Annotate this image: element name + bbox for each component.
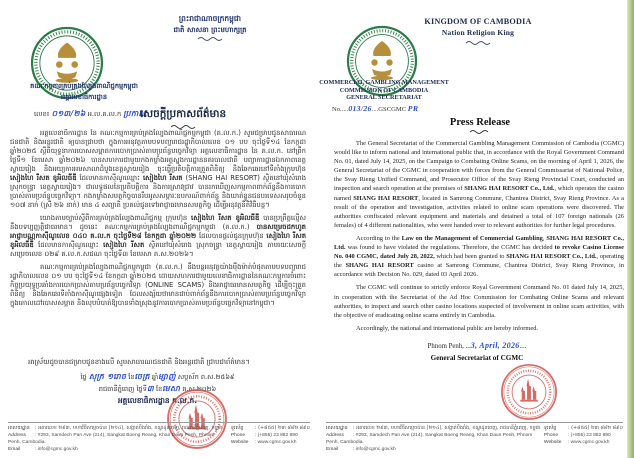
khmer-page bbox=[0, 0, 314, 458]
khmer-kingdom-header bbox=[120, 14, 300, 41]
phone-label: Phone bbox=[230, 433, 246, 438]
paragraph: The General Secretariat of the Commercial Gambling Management Commission of Cambodia (CGMC) would like to inform national and international public that, in accordance with the Royal Government Command No. 01, dated July 14, 2025, on the Campaign to Combating Online Scams, on the morning of April 1, 2026, the General Secretariat of the CGMC in cooperation with forces from the General Commissariat of National Police, the Svay Rieng Unified Command, and Prosecutor Office of the Svay Rieng Provincial Court, conducted an inspection and search operation at the premises of SHANG HAI RESORT Co., Ltd., which operates the casino named SHANG HAI RESORT, located in Samrong Commune, Chantrea District, Svay Rieng Province. As a result of the operation and investigation, activities related to online scam operations were discovered. The authorities confiscated relevant equipment and materials and detained a total of 107 foreign nationals (26 females) of 4 different nationalities, who were handed over to relevant authorities for further legal procedures. bbox=[334, 140, 624, 229]
phone-value: (+855) 23 882 890 bbox=[257, 433, 298, 438]
press-release-title: Press Release bbox=[398, 117, 562, 134]
email-label: Email bbox=[326, 447, 339, 452]
address-kh-value: អគារលេខ ២៩៣, មហាវិថីសម្ដេចប៉ាន (២១៤), សង្កាត់បឹងរាំង, ខណ្ឌដូនពេញ, រាជធានីភ្នំពេញ, កម្ពុជា bbox=[356, 425, 541, 431]
khmer-institution-block bbox=[0, 81, 168, 102]
institution-name-line2: COMMISSION OF CAMBODIA bbox=[339, 86, 429, 94]
email-label: Email bbox=[8, 447, 21, 452]
footer-contact-block: ទូរស័ព្ទ : (+៨៥៥) ២៣ ៨៨២ ៨៩០ Phone : (+855) 23 882 890 Website : www.cgmc.gov.kh bbox=[230, 425, 310, 445]
paragraph: The CGMC will continue to strictly enforce Royal Government Command No. 01 dated July 14, 2025, in cooperation with the Secretariat of the Ad Hoc Commission for Combating Online Scams and relevant authorities, to inspect and search other casino locations suspected of involvement in online scam activities, with the objective of eradicating online scams entirely in Cambodia. bbox=[334, 284, 624, 319]
kingdom-line2: ជាតិ សាសនា ព្រះមហាក្សត្រ bbox=[173, 25, 247, 34]
khmer-press-release-title: សេចក្ដីប្រកាសព័ត៌មាន bbox=[108, 108, 258, 129]
website-value: www.cgmc.gov.kh bbox=[257, 440, 297, 445]
signature-title: General Secretariat of CGMC bbox=[430, 353, 524, 362]
english-doc-number: No.....013/26....GSCGMC PR bbox=[332, 104, 419, 113]
institution-name: គណៈកម្មការគ្រប់គ្រងល្បែងពាណិជ្ជកម្មកម្ពុជា bbox=[30, 82, 138, 90]
squiggle-divider-icon bbox=[469, 129, 491, 134]
paragraph: អគ្គលេខាធិការដ្ឋាន នៃ គណៈកម្មការគ្រប់គ្រងល្បែងពាណិជ្ជកម្មកម្ពុជា (គ.ល.ក.) សូមជម្រាបជូនសាធារណជនជាតិ និងអន្តរជាតិ ឲ្យបានជ្រាបថា ក្នុងការអនុវត្តតាមបទបញ្ជារាជរដ្ឋាភិបាលលេខ ០១ បប ចុះថ្ងៃទី១៤ ខែកក្កដា ឆ្នាំ២០២៥ ស្ដីពីយុទ្ធនាការបោសសម្អាតការបោកប្រាស់តាមប្រព័ន្ធបច្ចេកវិទ្យា អគ្គលេខាធិការដ្ឋាន នៃ គ.ល.ក. នៅព្រឹកថ្ងៃទី១ ខែមេសា ឆ្នាំ២០២៦ បានសហការជាមួយកងកម្លាំងអគ្គស្នងការដ្ឋាននគរបាលជាតិ បញ្ជាការដ្ឋានឯកភាពខេត្តស្វាយរៀង និងអយ្យការអមសាលាដំបូងខេត្តស្វាយរៀង ចុះធ្វើប្រតិបត្តិការត្រួតពិនិត្យ និងឆែកឆេរនៅទីតាំងក្រុមហ៊ុន សៀងហៃ រីសត ខូអិលធីឌី ដែលមានកាស៊ីណូឈ្មោះ សៀងហៃ រីសត (SHANG HAI RESORT) ស្ថិតនៅឃុំសំរោង ស្រុកចន្ទ្រា ខេត្តស្វាយរៀង។ ជាលទ្ធផលនៃប្រតិបត្តិការ និងការស្រាវជ្រាវ បានរកឃើញសកម្មភាពពាក់ព័ន្ធនឹងការបោកប្រាស់តាមប្រព័ន្ធបច្ចេកវិទ្យា។ កងកម្លាំងសមត្ថកិច្ចបានរឹបអូសសម្ភារៈឧបករណ៍ពាក់ព័ន្ធ និងឃាត់ខ្លួនជនបរទេសសរុបចំនួន ១០៧ នាក់ (ស្រី ២៦ នាក់) មាន ៤ សញ្ជាតិ ប្រគល់ជូនទៅអាជ្ញាធរមានសមត្ថកិច្ច ដើម្បីអនុវត្តនីតិវិធីបន្ត។ bbox=[10, 129, 306, 209]
address-kh-value: អគារលេខ ២៩៣, មហាវិថីសម្ដេចប៉ាន (២១៤), សង្កាត់បឹងរាំង, ខណ្ឌដូនពេញ, រាជធានីភ្នំពេញ, កម្ពុជា bbox=[38, 425, 223, 431]
address-label: Address bbox=[8, 433, 26, 438]
address-label: Address bbox=[326, 433, 344, 438]
general-secretariat: អគ្គលេខាធិការដ្ឋាន bbox=[60, 92, 108, 101]
phone-value: (+855) 23 882 890 bbox=[570, 433, 611, 438]
footer-address-block: អាសយដ្ឋាន : អគារលេខ ២៩៣, មហាវិថីសម្ដេចប៉ាន (២១៤), សង្កាត់បឹងរាំង, ខណ្ឌដូនពេញ, រាជធានីភ្នំពេញ, កម្ពុជា Address : #293, Samdech Pan Ave (214), Sangkat Boeng Reang, Khan Daun Penh, Phnom Penh, Cambodia. Email : info@cgmc.gov.kh bbox=[326, 425, 541, 452]
english-signoff-block bbox=[372, 340, 582, 364]
squiggle-divider-icon bbox=[197, 36, 223, 41]
address-value: #293, Samdech Pan Ave (214), Sangkat Boeng Reang, Khan Daun Penh, Phnom Penh, Cambodia. bbox=[8, 433, 215, 445]
phone-label: Phone bbox=[543, 433, 559, 438]
red-official-stamp-icon bbox=[500, 363, 558, 421]
email-value: info@cgmc.gov.kh bbox=[355, 447, 396, 452]
english-page bbox=[318, 0, 627, 458]
kingdom-line1: ព្រះរាជាណាចក្រកម្ពុជា bbox=[178, 14, 242, 23]
general-secretariat: GENERAL SECRETARIAT bbox=[346, 94, 422, 102]
khmer-body-text bbox=[10, 129, 306, 361]
english-body-text bbox=[334, 139, 624, 341]
footer-address-block: អាសយដ្ឋាន : អគារលេខ ២៩៣, មហាវិថីសម្ដេចប៉ាន (២១៤), សង្កាត់បឹងរាំង, ខណ្ឌដូនពេញ, រាជធានីភ្នំពេញ, កម្ពុជា Address : #293, Samdech Pan Ave (214), Sangkat Boeng Reang, Khan Daun Penh, Phnom Penh, Cambodia. Email : info@cgmc.gov.kh bbox=[8, 425, 223, 452]
english-institution-block bbox=[318, 79, 450, 102]
paragraph: According to the Law on the Management of Commercial Gambling, SHANG HAI RESORT Co., Ltd. was found to have violated the regulations. Therefore, the CGMC has decided to revoke Casino License No. 040 CGMC, dated July 28, 2022, which had been granted to SHANG HAI RESORT Co., Ltd., operating the SHANG HAI RESORT casino at Samrong Commune, Chantrea District, Svay Rieng Province, in accordance with Decision No. 029, dated 03 April 2026. bbox=[334, 234, 624, 279]
paragraph: Accordingly, the national and international public are hereby informed. bbox=[356, 324, 539, 332]
website-value: www.cgmc.gov.kh bbox=[570, 440, 610, 445]
phone-kh-value: (+៨៥៥) ២៣ ៨៨២ ៨៩០ bbox=[258, 425, 310, 431]
institution-name-line1: COMMERCIAL GAMBLING MANAGEMENT bbox=[319, 79, 449, 86]
address-kh-label: អាសយដ្ឋាន bbox=[326, 425, 348, 431]
paragraph: គណៈកម្មការគ្រប់គ្រងល្បែងពាណិជ្ជកម្មកម្ពុជា (គ.ល.ក.) នឹងបន្តអនុវត្តយ៉ាងម៉ឺងម៉ាត់បំផុតតាមបទបញ្ជារាជរដ្ឋាភិបាលលេខ ០១ បប ចុះថ្ងៃទី១៤ ខែកក្កដា ឆ្នាំ២០២៥ ដោយសហការជាមួយលេខាធិការដ្ឋាននៃគណៈកម្មការចំពោះកិច្ចប្រយុទ្ធប្រឆាំងការបោកប្រាស់តាមប្រព័ន្ធបច្ចេកវិទ្យា (ONLINE SCAMS) និងអាជ្ញាធរមានសមត្ថកិច្ច ដើម្បីចុះត្រួតពិនិត្យ និងឆែកឆេរទីតាំងកាស៊ីណូផ្សេងទៀត ដែលសង្ស័យថាមានជាប់ពាក់ព័ន្ធនឹងការបោកប្រាស់តាមប្រព័ន្ធបច្ចេកវិទ្យា ក្នុងគោលដៅបោសសម្អាត និងលុបបំបាត់ឱ្យបានទាំងស្រុងនូវការបោកប្រាស់តាមប្រព័ន្ធបច្ចេកវិទ្យានៅកម្ពុជា។ bbox=[10, 263, 306, 307]
squiggle-divider-icon bbox=[465, 40, 491, 45]
english-kingdom-header bbox=[396, 16, 560, 45]
phone-kh-label: ទូរស័ព្ទ bbox=[230, 425, 244, 431]
website-label: Website bbox=[230, 440, 249, 445]
khmer-page-footer bbox=[8, 422, 310, 453]
scan-edge-strip bbox=[627, 0, 634, 458]
place-date-line: Phnom Penh, ...3, April, 2026.... bbox=[427, 341, 527, 350]
khmer-closing-line: អាស្រ័យដូចបានជម្រាបជូនខាងលើ សូមសាធារណជនជាតិ និងអន្តរជាតិ ជ្រាបជាព័ត៌មាន។ bbox=[28, 358, 250, 366]
email-value: info@cgmc.gov.kh bbox=[37, 447, 78, 452]
website-label: Website bbox=[543, 440, 562, 445]
footer-contact-block: ទូរស័ព្ទ : (+៨៥៥) ២៣ ៨៨២ ៨៩០ Phone : (+855) 23 882 890 Website : www.cgmc.gov.kh bbox=[543, 425, 623, 445]
kingdom-line1: KINGDOM OF CAMBODIA bbox=[424, 17, 532, 26]
khmer-signoff-block bbox=[20, 371, 295, 407]
gregorian-date-line: រាជធានីភ្នំពេញ ថ្ងៃទី៣ ខែមេសា គ.ស.២០២៦ bbox=[98, 384, 217, 393]
signature-title: អគ្គលេខាធិការដ្ឋាន គ.ល.ក. bbox=[117, 396, 198, 405]
khmer-doc-number: លេខ៖ ០១៣/២៦ អ.ល.គ.ល.ក ប្រកាស bbox=[34, 109, 147, 118]
english-page-footer bbox=[326, 422, 623, 453]
lunar-date-line: ថ្ងៃ សុក្រ ១រោច ខែចេត្រ ឆ្នាំម្សាញ់ សប្តស័ក ព.ស.២៥៦៩ bbox=[80, 372, 235, 381]
address-value: #293, Samdech Pan Ave (214), Sangkat Boeng Reang, Khan Daun Penh, Phnom Penh, Cambodia. bbox=[326, 433, 533, 445]
address-kh-label: អាសយដ្ឋាន bbox=[8, 425, 30, 431]
phone-kh-label: ទូរស័ព្ទ bbox=[543, 425, 557, 431]
paragraph: យោងតាមច្បាប់ស្ដីពីការគ្រប់គ្រងល្បែងពាណិជ្ជកម្ម ក្រុមហ៊ុន សៀងហៃ រីសត ខូអិលធីឌី បានប្រព្រឹត្តល្មើសនឹងបទប្បញ្ញត្តិជាធរមាន។ ដូចនេះ គណៈកម្មការគ្រប់គ្រងល្បែងពាណិជ្ជកម្មកម្ពុជា (គ.ល.ក.) បានសម្រេចដកហូតអាជ្ញាបណ្ណកាស៊ីណូលេខ ០៤០ គ.ល.ក ចុះថ្ងៃទី២៨ ខែកក្កដា ឆ្នាំ២០២២ ដែលបានផ្ដល់ជូនក្រុមហ៊ុន សៀងហៃ រីសត ខូអិលធីឌី ដែលមានកាស៊ីណូឈ្មោះ សៀងហៃ រីសត ស្ថិតនៅឃុំសំរោង ស្រុកចន្ទ្រា ខេត្តស្វាយរៀង តាមរយៈសេចក្ដីសម្រេចលេខ ០២៩ គ.ល.ក.សជណ ចុះថ្ងៃទី៣ ខែមេសា គ.ស.២០២៦។ bbox=[10, 214, 306, 258]
phone-kh-value: (+៨៥៥) ២៣ ៨៨២ ៨៩០ bbox=[571, 425, 623, 431]
kingdom-line2: Nation Religion King bbox=[441, 27, 515, 37]
